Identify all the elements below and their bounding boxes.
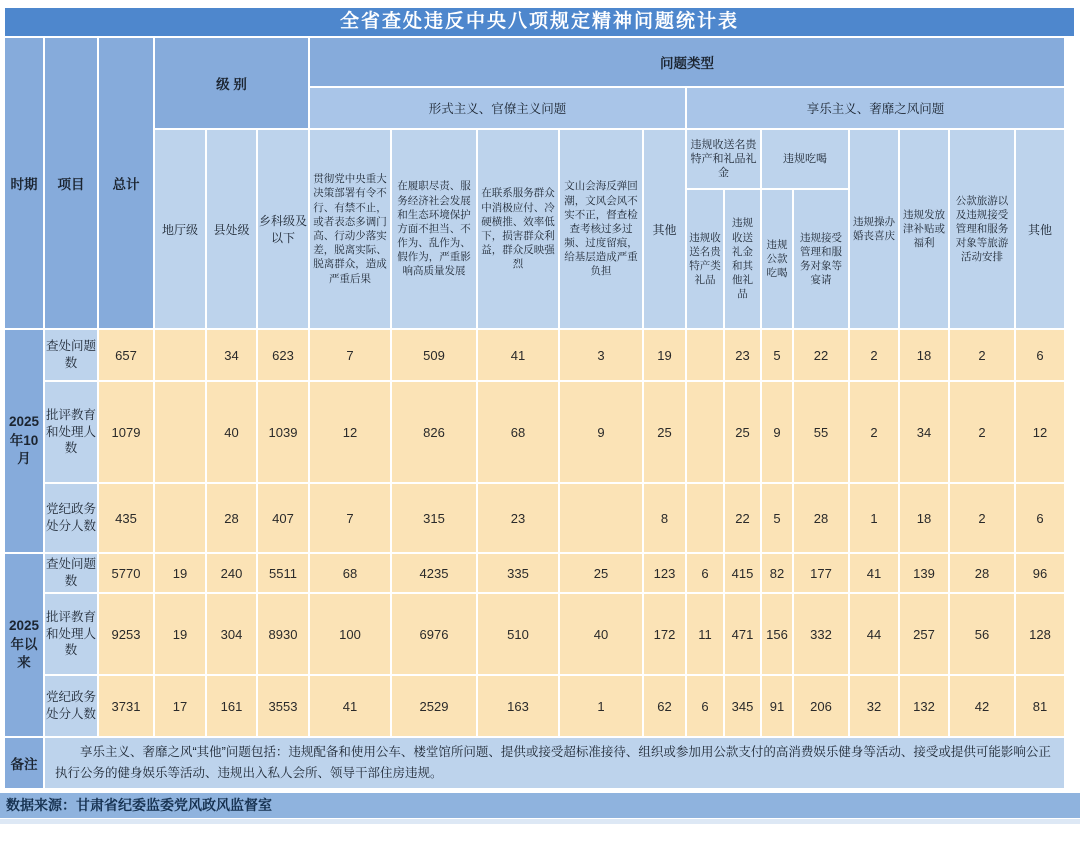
data-cell bbox=[687, 330, 723, 380]
data-cell: 6976 bbox=[392, 594, 476, 674]
data-cell: 509 bbox=[392, 330, 476, 380]
data-cell: 315 bbox=[392, 484, 476, 552]
data-cell bbox=[155, 382, 205, 482]
data-cell: 7 bbox=[310, 484, 390, 552]
row-label: 批评教育和处理人数 bbox=[45, 594, 97, 674]
data-cell: 6 bbox=[687, 676, 723, 736]
data-cell: 34 bbox=[900, 382, 948, 482]
data-cell: 3553 bbox=[258, 676, 308, 736]
remark-row bbox=[5, 738, 1064, 788]
data-cell: 62 bbox=[644, 676, 685, 736]
data-cell bbox=[560, 484, 642, 552]
period-cell-oct: 2025年10月 bbox=[5, 330, 43, 552]
gift-subgroup-header: 违规收送名贵特产和礼品礼金 bbox=[687, 130, 760, 188]
data-cell: 2 bbox=[950, 484, 1014, 552]
data-cell: 1 bbox=[850, 484, 898, 552]
data-cell bbox=[155, 330, 205, 380]
data-cell: 304 bbox=[207, 594, 256, 674]
data-cell: 34 bbox=[207, 330, 256, 380]
col-header-formalism-3: 在联系服务群众中消极应付、冷硬横推、效率低下，损害群众利益，群众反映强烈 bbox=[478, 130, 558, 328]
data-cell: 9253 bbox=[99, 594, 153, 674]
formalism-group-header: 形式主义、官僚主义问题 bbox=[310, 88, 685, 128]
col-header-hedonism-5: 违规操办婚丧喜庆 bbox=[850, 130, 898, 328]
data-cell: 172 bbox=[644, 594, 685, 674]
data-cell: 510 bbox=[478, 594, 558, 674]
data-cell: 5 bbox=[762, 330, 792, 380]
data-cell: 18 bbox=[900, 330, 948, 380]
data-cell bbox=[687, 484, 723, 552]
level-group-header: 级 别 bbox=[155, 38, 308, 128]
data-cell: 56 bbox=[950, 594, 1014, 674]
data-cell: 32 bbox=[850, 676, 898, 736]
data-source-bar: 数据来源：甘肃省纪委监委党风政风监督室 bbox=[0, 793, 1080, 818]
data-cell: 25 bbox=[725, 382, 760, 482]
col-header-formalism-other: 其他 bbox=[644, 130, 685, 328]
data-cell: 332 bbox=[794, 594, 848, 674]
data-cell: 68 bbox=[478, 382, 558, 482]
data-cell: 7 bbox=[310, 330, 390, 380]
data-cell: 6 bbox=[687, 554, 723, 592]
corner-period-header: 时期 bbox=[5, 38, 43, 328]
data-cell: 1079 bbox=[99, 382, 153, 482]
data-cell: 435 bbox=[99, 484, 153, 552]
page-title: 全省查处违反中央八项规定精神问题统计表 bbox=[5, 8, 1074, 36]
data-cell: 23 bbox=[725, 330, 760, 380]
col-header-hedonism-3: 违规公款吃喝 bbox=[762, 190, 792, 328]
col-header-hedonism-other: 其他 bbox=[1016, 130, 1064, 328]
data-cell: 1 bbox=[560, 676, 642, 736]
data-cell: 3731 bbox=[99, 676, 153, 736]
data-cell: 5 bbox=[762, 484, 792, 552]
col-header-level-2: 县处级 bbox=[207, 130, 256, 328]
data-cell: 407 bbox=[258, 484, 308, 552]
data-cell: 9 bbox=[762, 382, 792, 482]
corner-item-header: 项目 bbox=[45, 38, 97, 328]
col-header-formalism-2: 在履职尽责、服务经济社会发展和生态环境保护方面不担当、不作为、乱作为、假作为，严重影响高质量发展 bbox=[392, 130, 476, 328]
data-cell: 240 bbox=[207, 554, 256, 592]
data-cell: 8930 bbox=[258, 594, 308, 674]
header-row-1 bbox=[5, 38, 1064, 86]
data-cell: 657 bbox=[99, 330, 153, 380]
col-header-hedonism-1: 违规收送名贵特产类礼品 bbox=[687, 190, 723, 328]
table-row bbox=[5, 382, 1064, 482]
data-cell: 2 bbox=[950, 330, 1014, 380]
data-cell: 42 bbox=[950, 676, 1014, 736]
data-cell: 335 bbox=[478, 554, 558, 592]
data-cell: 2529 bbox=[392, 676, 476, 736]
data-cell: 23 bbox=[478, 484, 558, 552]
row-label: 党纪政务处分人数 bbox=[45, 676, 97, 736]
data-cell: 156 bbox=[762, 594, 792, 674]
data-cell: 11 bbox=[687, 594, 723, 674]
data-cell: 28 bbox=[207, 484, 256, 552]
data-cell: 2 bbox=[950, 382, 1014, 482]
data-cell: 25 bbox=[644, 382, 685, 482]
table-row bbox=[5, 554, 1064, 592]
data-cell: 6 bbox=[1016, 330, 1064, 380]
remark-label: 备注 bbox=[5, 738, 43, 788]
data-cell: 41 bbox=[310, 676, 390, 736]
data-cell: 6 bbox=[1016, 484, 1064, 552]
data-cell: 9 bbox=[560, 382, 642, 482]
data-cell: 826 bbox=[392, 382, 476, 482]
data-cell: 19 bbox=[155, 594, 205, 674]
data-cell: 2 bbox=[850, 382, 898, 482]
data-cell: 28 bbox=[950, 554, 1014, 592]
data-cell: 1039 bbox=[258, 382, 308, 482]
data-cell: 128 bbox=[1016, 594, 1064, 674]
data-cell: 206 bbox=[794, 676, 848, 736]
col-header-hedonism-4: 违规接受管理和服务对象等宴请 bbox=[794, 190, 848, 328]
data-cell: 12 bbox=[310, 382, 390, 482]
data-cell: 55 bbox=[794, 382, 848, 482]
data-cell: 28 bbox=[794, 484, 848, 552]
period-cell-ytd: 2025年以来 bbox=[5, 554, 43, 736]
col-header-formalism-4: 文山会海反弹回潮，文风会风不实不正，督查检查考核过多过频、过度留痕，给基层造成严重负担 bbox=[560, 130, 642, 328]
data-cell: 40 bbox=[560, 594, 642, 674]
data-cell: 163 bbox=[478, 676, 558, 736]
data-cell: 471 bbox=[725, 594, 760, 674]
data-cell: 5770 bbox=[99, 554, 153, 592]
table-row bbox=[5, 676, 1064, 736]
data-cell: 415 bbox=[725, 554, 760, 592]
data-cell: 25 bbox=[560, 554, 642, 592]
hedonism-group-header: 享乐主义、奢靡之风问题 bbox=[687, 88, 1064, 128]
col-header-hedonism-7: 公款旅游以及违规接受管理和服务对象等旅游活动安排 bbox=[950, 130, 1014, 328]
data-cell: 68 bbox=[310, 554, 390, 592]
data-cell: 22 bbox=[725, 484, 760, 552]
table-row bbox=[5, 484, 1064, 552]
row-label: 查处问题数 bbox=[45, 554, 97, 592]
row-label: 批评教育和处理人数 bbox=[45, 382, 97, 482]
data-cell: 44 bbox=[850, 594, 898, 674]
table-row bbox=[5, 330, 1064, 380]
row-label: 查处问题数 bbox=[45, 330, 97, 380]
data-cell: 132 bbox=[900, 676, 948, 736]
data-cell bbox=[155, 484, 205, 552]
data-cell: 91 bbox=[762, 676, 792, 736]
col-header-formalism-1: 贯彻党中央重大决策部署有令不行、有禁不止，或者表态多调门高、行动少落实差，脱离实际、脱离群众，造成严重后果 bbox=[310, 130, 390, 328]
col-header-hedonism-2: 违规收送礼金和其他礼品 bbox=[725, 190, 760, 328]
col-header-level-1: 地厅级 bbox=[155, 130, 205, 328]
col-header-hedonism-6: 违规发放津补贴或福利 bbox=[900, 130, 948, 328]
data-cell: 82 bbox=[762, 554, 792, 592]
data-cell: 2 bbox=[850, 330, 898, 380]
data-cell: 19 bbox=[155, 554, 205, 592]
header-row-3 bbox=[5, 130, 1064, 188]
data-cell: 3 bbox=[560, 330, 642, 380]
data-cell: 96 bbox=[1016, 554, 1064, 592]
data-cell bbox=[687, 382, 723, 482]
data-cell: 17 bbox=[155, 676, 205, 736]
remark-text: 享乐主义、奢靡之风“其他”问题包括：违规配备和使用公车、楼堂馆所问题、提供或接受超标准接待、组织或参加用公款支付的高消费娱乐健身等活动、接受或提供可能影响公正执行公务的健身娱乐等活动、违规出入私人会所、领导干部住房违规。 bbox=[45, 738, 1064, 788]
data-cell: 41 bbox=[850, 554, 898, 592]
data-cell: 18 bbox=[900, 484, 948, 552]
data-cell: 345 bbox=[725, 676, 760, 736]
data-cell: 40 bbox=[207, 382, 256, 482]
data-cell: 22 bbox=[794, 330, 848, 380]
data-cell: 123 bbox=[644, 554, 685, 592]
data-cell: 19 bbox=[644, 330, 685, 380]
bottom-strip bbox=[0, 819, 1080, 824]
data-cell: 81 bbox=[1016, 676, 1064, 736]
dining-subgroup-header: 违规吃喝 bbox=[762, 130, 848, 188]
row-label: 党纪政务处分人数 bbox=[45, 484, 97, 552]
data-cell: 100 bbox=[310, 594, 390, 674]
data-cell: 161 bbox=[207, 676, 256, 736]
data-cell: 257 bbox=[900, 594, 948, 674]
data-cell: 139 bbox=[900, 554, 948, 592]
data-cell: 8 bbox=[644, 484, 685, 552]
data-cell: 4235 bbox=[392, 554, 476, 592]
statistics-table bbox=[3, 36, 1066, 790]
problem-type-group-header: 问题类型 bbox=[310, 38, 1064, 86]
data-cell: 177 bbox=[794, 554, 848, 592]
col-header-level-3: 乡科级及以下 bbox=[258, 130, 308, 328]
data-cell: 41 bbox=[478, 330, 558, 380]
data-cell: 623 bbox=[258, 330, 308, 380]
corner-total-header: 总计 bbox=[99, 38, 153, 328]
data-cell: 12 bbox=[1016, 382, 1064, 482]
data-cell: 5511 bbox=[258, 554, 308, 592]
table-row bbox=[5, 594, 1064, 674]
